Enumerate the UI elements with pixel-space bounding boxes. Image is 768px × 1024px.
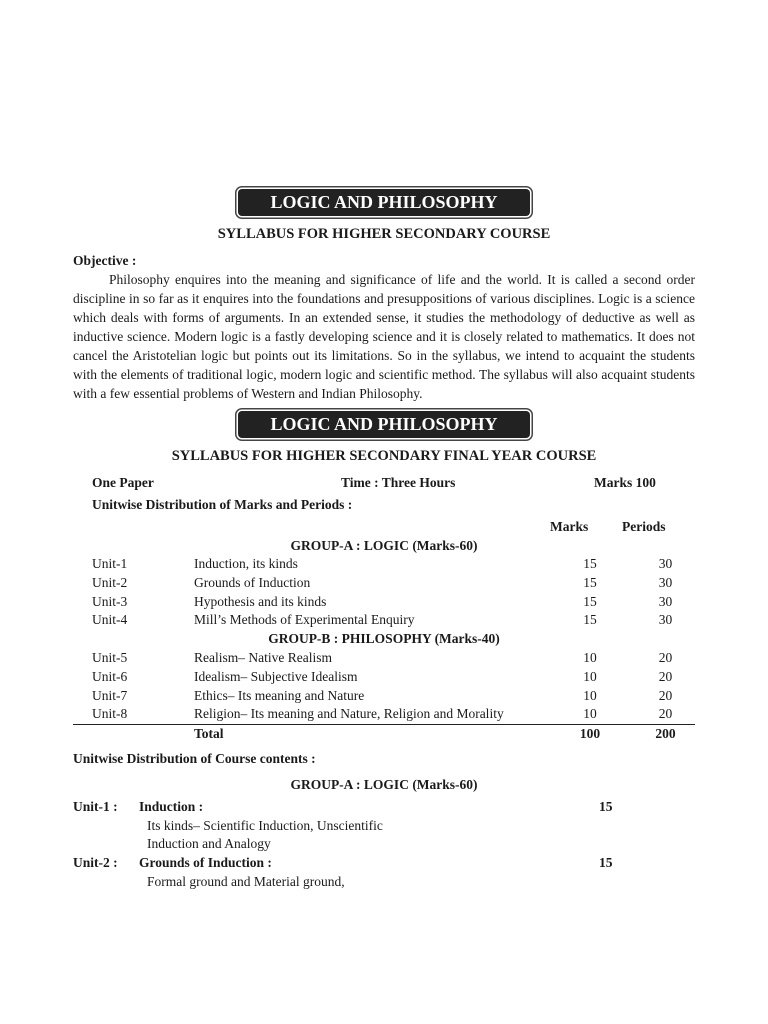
syllabus-subtitle: SYLLABUS FOR HIGHER SECONDARY COURSE <box>217 226 551 242</box>
unit1-detail-line2: Induction and Analogy <box>147 836 271 851</box>
unit-cell: Unit-2 <box>92 574 128 590</box>
section-banner-logic-and-philosophy: LOGIC AND PHILOSOPHY <box>238 189 530 216</box>
table-row <box>73 687 695 706</box>
periods-cell: 30 <box>658 593 673 609</box>
periods-cell: 20 <box>658 706 673 722</box>
unit-cell: Unit-8 <box>92 706 128 722</box>
time-label: Time : Three Hours <box>341 475 456 490</box>
group-a-heading: GROUP-A : LOGIC (Marks-60) <box>290 538 478 553</box>
periods-cell: 30 <box>658 574 673 590</box>
unit-cell: Unit-3 <box>92 593 128 609</box>
table-row <box>73 611 695 630</box>
final-year-subtitle: SYLLABUS FOR HIGHER SECONDARY FINAL YEAR COURSE <box>171 448 597 464</box>
course-contents-heading: Unitwise Distribution of Course contents : <box>73 751 316 766</box>
topic-cell: Religion– Its meaning and Nature, Religion and Morality <box>194 706 504 722</box>
total-marks: 100 <box>544 725 636 744</box>
table-row <box>73 555 695 574</box>
unit2-detail-line1: Formal ground and Material ground, <box>147 874 345 889</box>
unit2-title: Grounds of Induction : <box>139 855 272 870</box>
table-row <box>73 649 695 668</box>
table-row <box>73 593 695 612</box>
marks-cell: 10 <box>583 668 597 684</box>
objective-paragraph: Philosophy enquires into the meaning and significance of life and the world. It is called a second order discipline in so far as it enquires into the foundations and presuppositions of various disciplines. Logic is a science which deals with forms of arguments. In an extended sense, it studies the methodology of deductive as well as inductive science. Modern logic is a fastly developing science and it is closely related to mathematics. It does not cancel the Aristotelian logic but points out its limitations. So in the syllabus, we intend to acquaint the students with the elements of traditional logic, modern logic and scientific method. The syllabus will also acquaint students with a few essential problems of Western and Indian Philosophy. <box>73 272 695 401</box>
total-marks-label: Marks 100 <box>594 475 656 490</box>
total-row <box>73 725 695 744</box>
topic-cell: Mill’s Methods of Experimental Enquiry <box>194 612 415 628</box>
objective-label: Objective : <box>73 253 137 268</box>
topic-cell: Induction, its kinds <box>194 556 298 571</box>
topic-cell: Realism– Native Realism <box>194 649 332 665</box>
topic-cell: Idealism– Subjective Idealism <box>194 668 358 684</box>
marks-cell: 10 <box>583 687 597 703</box>
marks-cell: 15 <box>583 593 597 609</box>
unit-cell: Unit-7 <box>92 687 128 703</box>
periods-cell: 20 <box>658 649 673 665</box>
marks-cell: 10 <box>583 706 597 722</box>
total-label: Total <box>194 725 544 744</box>
unit-cell: Unit-6 <box>92 668 128 684</box>
unit-distribution-table <box>73 555 695 744</box>
periods-cell: 20 <box>658 668 673 684</box>
unit1-title: Induction : <box>139 799 204 814</box>
marks-column-header: Marks <box>550 519 589 534</box>
unit-cell: Unit-4 <box>92 612 128 628</box>
group-b-heading-row <box>73 630 695 649</box>
one-paper-label: One Paper <box>92 475 154 490</box>
table-row <box>73 574 695 593</box>
table-row <box>73 668 695 687</box>
unit2-marks: 15 <box>599 855 613 870</box>
periods-column-header: Periods <box>622 519 666 534</box>
marks-cell: 10 <box>583 649 597 665</box>
periods-cell: 20 <box>658 687 673 703</box>
topic-cell: Hypothesis and its kinds <box>194 593 327 609</box>
unit-cell: Unit-1 <box>92 556 128 571</box>
unitwise-marks-heading: Unitwise Distribution of Marks and Periods : <box>92 497 353 512</box>
marks-cell: 15 <box>583 556 597 571</box>
unit-cell: Unit-5 <box>92 649 128 665</box>
table-row <box>73 705 695 724</box>
course-group-a-heading: GROUP-A : LOGIC (Marks-60) <box>290 777 478 792</box>
periods-cell: 30 <box>658 612 673 628</box>
topic-cell: Grounds of Induction <box>194 574 311 590</box>
marks-cell: 15 <box>583 612 597 628</box>
total-periods: 200 <box>636 725 695 744</box>
total-spacer <box>73 725 194 744</box>
marks-cell: 15 <box>583 574 597 590</box>
unit2-label: Unit-2 : <box>73 855 118 870</box>
group-b-heading: GROUP-B : PHILOSOPHY (Marks-40) <box>268 631 500 647</box>
unit1-marks: 15 <box>599 799 613 814</box>
periods-cell: 30 <box>658 556 673 571</box>
unit1-label: Unit-1 : <box>73 799 118 814</box>
section-banner-logic-and-philosophy-final: LOGIC AND PHILOSOPHY <box>238 411 530 438</box>
topic-cell: Ethics– Its meaning and Nature <box>194 687 365 703</box>
unit1-detail-line1: Its kinds– Scientific Induction, Unscientific <box>147 818 383 833</box>
